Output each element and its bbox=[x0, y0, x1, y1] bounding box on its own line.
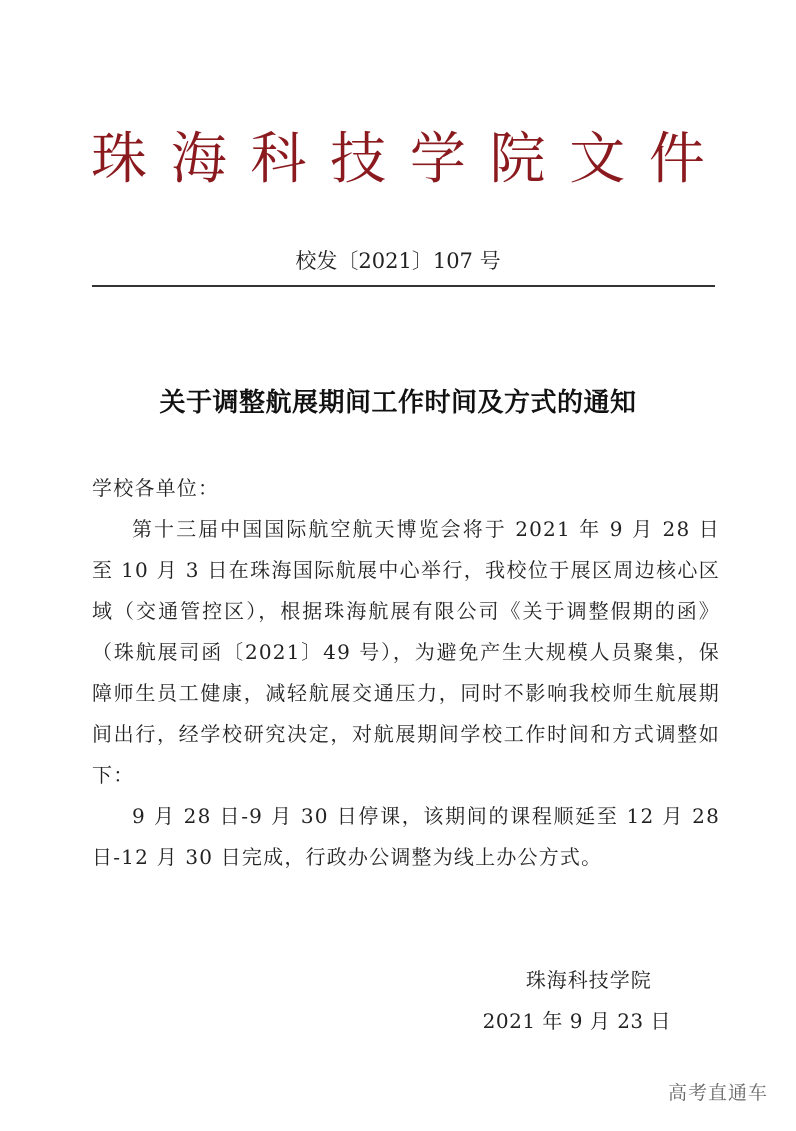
document-number: 校发〔2021〕107 号 bbox=[295, 249, 501, 273]
masthead-char: 文 bbox=[569, 127, 626, 192]
masthead-char: 科 bbox=[250, 127, 307, 192]
body-paragraph: 9 月 28 日-9 月 30 日停课，该期间的课程顺延至 12 月 28 日-12 月 30 日完成，行政办公调整为线上办公方式。 bbox=[92, 804, 720, 869]
masthead-char: 技 bbox=[330, 127, 387, 192]
masthead-char: 海 bbox=[170, 127, 227, 192]
masthead-char: 件 bbox=[648, 127, 705, 192]
masthead-char: 学 bbox=[409, 127, 466, 192]
masthead bbox=[88, 124, 708, 196]
salutation: 学校各单位： bbox=[92, 476, 220, 500]
signature-block bbox=[483, 960, 671, 1042]
masthead-char: 珠 bbox=[91, 127, 147, 192]
signature-date: 2021 年 9 月 23 日 bbox=[482, 1009, 671, 1033]
notice-body bbox=[92, 468, 720, 878]
watermark: 高考直通车 bbox=[667, 1082, 768, 1104]
notice-title: 关于调整航展期间工作时间及方式的通知 bbox=[159, 388, 637, 418]
header-divider bbox=[92, 285, 715, 287]
masthead-char: 院 bbox=[489, 127, 546, 192]
signature-organization: 珠海科技学院 bbox=[525, 968, 652, 992]
body-paragraph: 第十三届中国国际航空航天博览会将于 2021 年 9 月 28 日至 10 月 3 日在珠海国际航展中心举行，我校位于展区周边核心区域（交通管控区），根据珠海航展有限公司《关于调整假期的函》（珠航展司函〔2021〕49 号），为避免产生大规模人员聚集，保障师生员工健康，减轻航展交通压力，同时不影响我校师生航展期间出行，经学校研究决定，对航展期间学校工作时间和方式调整如下： bbox=[92, 517, 720, 787]
